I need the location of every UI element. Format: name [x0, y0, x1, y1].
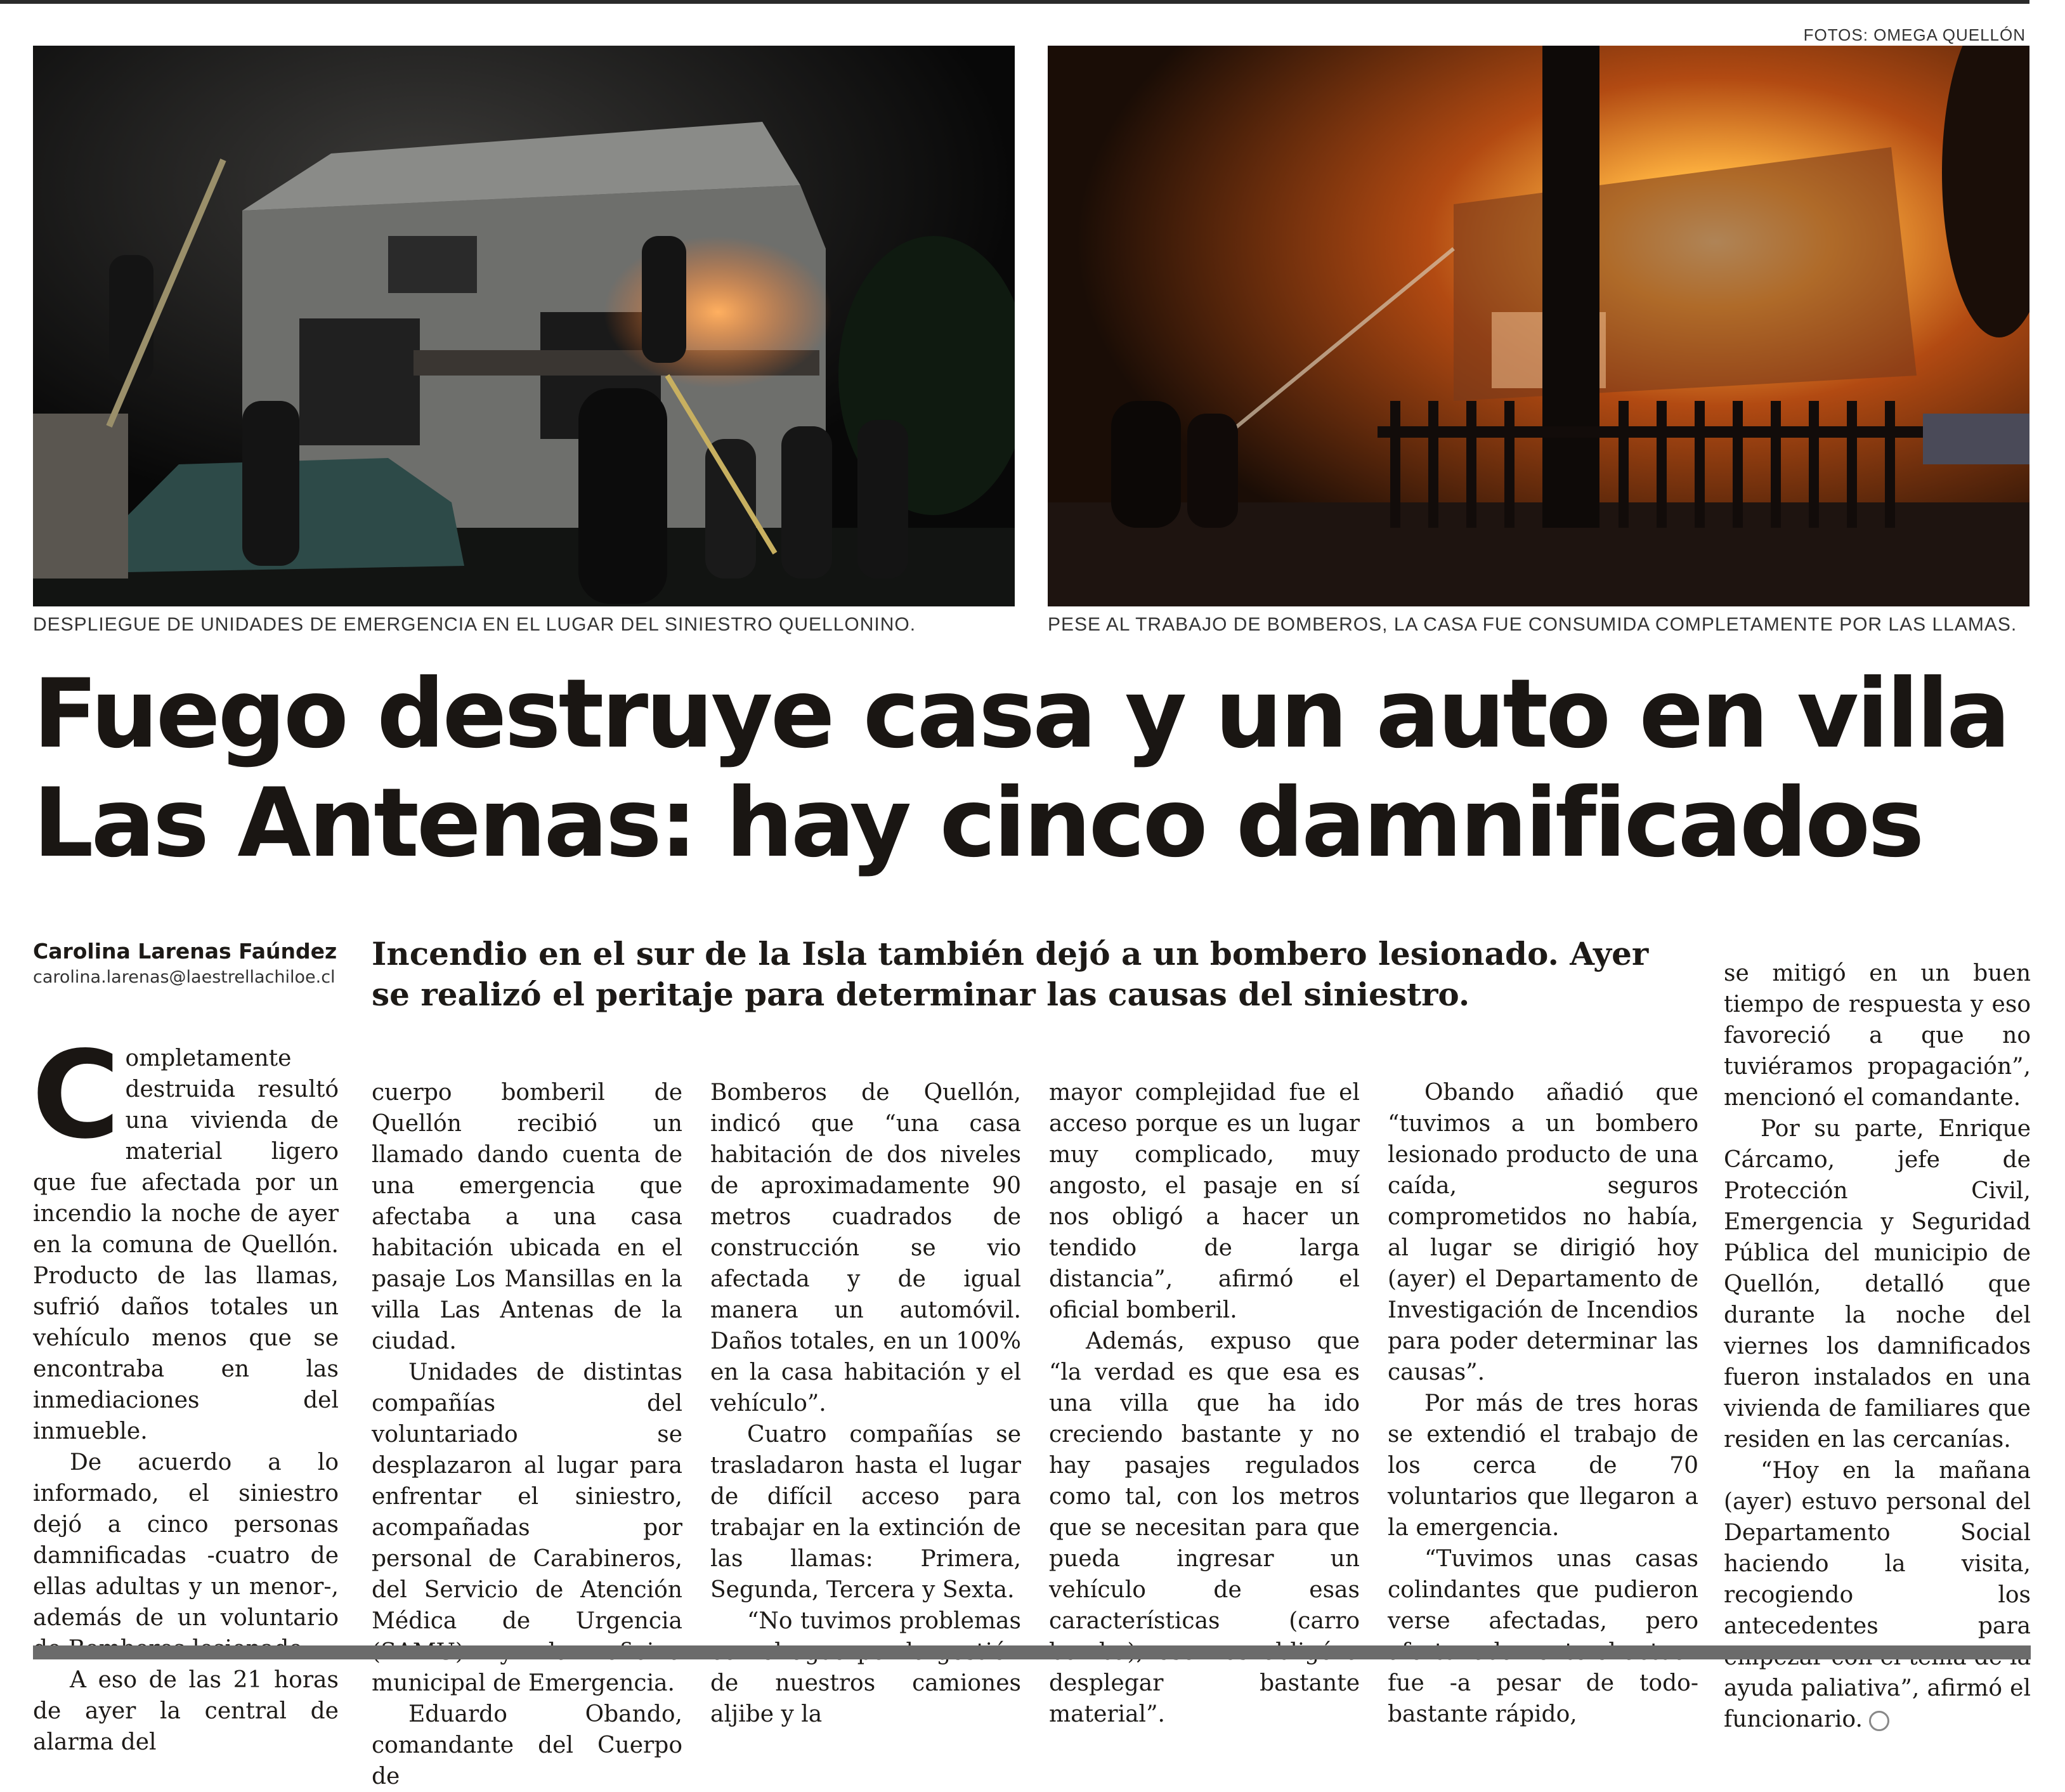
paragraph: se mitigó en un buen tiempo de respuesta y eso favoreció a que no tuviéramos propagación”, mencionó el comandante. — [1724, 960, 2031, 1111]
column-2 — [372, 1077, 682, 1792]
paragraph: cuerpo bomberil de Quellón recibió un llamado dando cuenta de una emergencia que afectaba a una casa habitación ubicada en el pasaje Los Mansillas en la villa Las Antenas de la ciudad. — [372, 1080, 682, 1354]
end-of-article-icon — [1869, 1711, 1889, 1731]
column-6 — [1724, 958, 2031, 1735]
paragraph: Unidades de distintas compañías del voluntariado se desplazaron al lugar para enfrentar el siniestro, acompañadas por personal de Carabineros, del Servicio de Atención Médica de Urgencia municipal de Emergencia. — [372, 1359, 682, 1696]
caption-right: PESE AL TRABAJO DE BOMBEROS, LA CASA FUE CONSUMIDA COMPLETAMENTE POR LAS LLAMAS. — [1048, 614, 2017, 635]
paragraph: Eduardo Obando, comandante del Cuerpo de — [372, 1701, 682, 1789]
column-3 — [710, 1077, 1021, 1730]
author-email[interactable]: carolina.larenas@laestrellachiloe.cl — [33, 967, 335, 987]
column-4 — [1049, 1077, 1360, 1730]
paragraph: Bomberos de Quellón, indicó que “una casa habitación de dos niveles de aproximadamente 90 metros cuadrados de construcción se vio afectada y de igual manera un automóvil. Daños totales, en un 100% en la casa habitación y el vehículo”. — [710, 1080, 1021, 1416]
byline — [33, 939, 337, 987]
caption-left: DESPLIEGUE DE UNIDADES DE EMERGENCIA EN EL LUGAR DEL SINIESTRO QUELLONINO. — [33, 614, 916, 635]
drop-cap: C — [32, 1025, 121, 1165]
headline-line-2: Las Antenas: hay cinco damnificados — [33, 768, 1922, 879]
paragraph: Además, expuso que “la verdad es que esa es una villa que ha ido creciendo bastante y no hay pasajes regulados como tal, con los metros que se necesitan para que pueda ingresar un vehículo de esas características (carro desplegar bastante material”. — [1049, 1328, 1360, 1727]
paragraph: Por más de tres horas se extendió el trabajo de los cerca de 70 voluntarios que llegaron a la emergencia. — [1388, 1390, 1698, 1541]
lead-paragraph: Incendio en el sur de la Isla también dejó a un bombero lesionado. Ayer se realizó el peritaje para determinar las causas del siniestro. — [372, 935, 1649, 1013]
headline — [33, 660, 2037, 878]
photo-firefighters-house — [33, 46, 1015, 606]
column-5 — [1388, 1077, 1698, 1730]
paragraph: De acuerdo a lo informado, el siniestro dejó a cinco personas damnificadas -cuatro de ellas adultas y un menor-, además de un voluntario — [33, 1449, 339, 1631]
photo-house-fire — [1048, 46, 2029, 606]
bottom-rule — [33, 1645, 2031, 1659]
paragraph: Por su parte, Enrique Cárcamo, jefe de Protección Civil, Emergencia y Seguridad Pública del municipio de Quellón, detalló que durante la noche del viernes los damnificados fueron instalados en una vivienda de familiares que residen en las cercanías. — [1724, 1116, 2031, 1453]
paragraph: Obando añadió que “tuvimos a un bombero lesionado producto de una caída, seguros comprometidos no había, al lugar se dirigió hoy (ayer) el Departamento de Investigación de Incendios para poder determinar las causas”. — [1388, 1080, 1698, 1385]
photo-credit: FOTOS: OMEGA QUELLÓN — [1803, 25, 2026, 44]
top-rule — [0, 0, 2029, 4]
paragraph: A eso de las 21 horas de ayer la central de alarma del — [33, 1667, 339, 1755]
headline-line-1: Fuego destruye casa y un auto en villa — [33, 659, 2009, 769]
paragraph: “Hoy en la mañana (ayer) estuvo personal del Departamento Social haciendo la visita, recogiendo los antecedentes para ayuda paliativa”, afirmó el funcionario. — [1724, 1458, 2031, 1732]
paragraph: “Tuvimos unas casas colindantes que pudieron verse afectadas, pero fue -a pesar de todo- bastante rápido, — [1388, 1546, 1698, 1727]
paragraph: “No tuvimos problemas de nuestros camiones aljibe y la — [710, 1608, 1021, 1727]
paragraph: Completamente destruida resultó una vivienda de material ligero que fue afectada por un incendio la noche de ayer en la comuna de Quellón. Producto de las llamas, sufrió daños totales un vehículo menos que se encontraba en las inmediaciones del inmueble. — [32, 1025, 339, 1444]
paragraph: mayor complejidad fue el acceso porque es un lugar muy complicado, muy angosto, el pasaje en sí nos obligó a hacer un tendido de larga distancia”, afirmó el oficial bomberil. — [1049, 1080, 1360, 1323]
author-name: Carolina Larenas Faúndez — [33, 939, 337, 964]
paragraph: Cuatro compañías se trasladaron hasta el lugar de difícil acceso para trabajar en la extinción de las llamas: Primera, Segunda, Tercera y Sexta. — [710, 1422, 1021, 1603]
